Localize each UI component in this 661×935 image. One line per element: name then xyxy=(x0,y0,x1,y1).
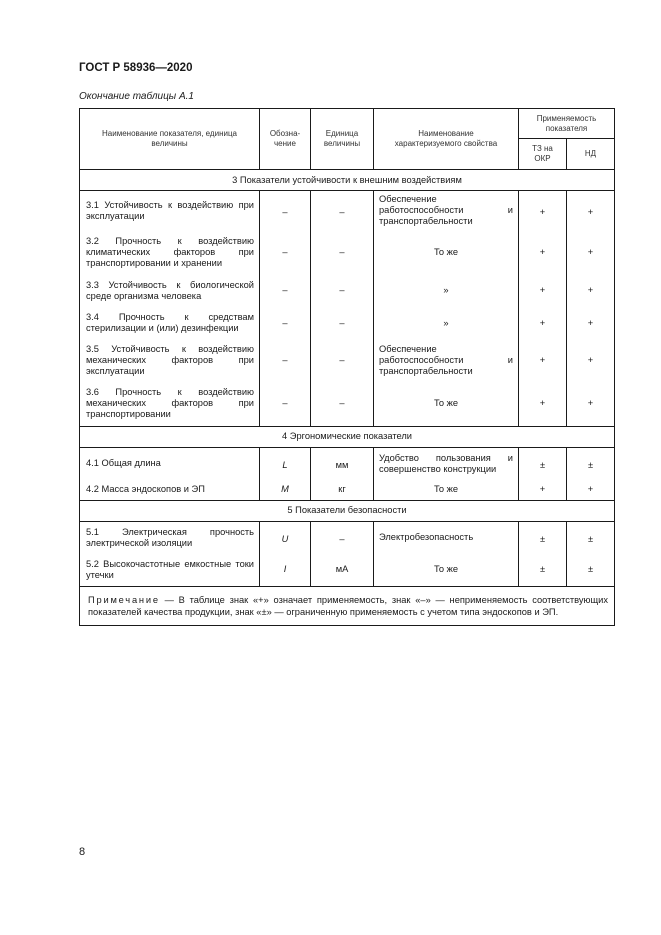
row-property: » xyxy=(374,307,519,339)
table-row xyxy=(80,307,615,339)
row-tz: + xyxy=(519,274,567,307)
row-tz: + xyxy=(519,191,567,231)
row-name: 3.5 Устойчивость к воздействию механических факторов при эксплуатации xyxy=(80,339,260,382)
table-row xyxy=(80,480,615,500)
row-nd: + xyxy=(567,480,615,500)
row-designation: – xyxy=(260,191,311,231)
row-unit: мА xyxy=(311,554,374,586)
row-property: Электробезопасность xyxy=(374,521,519,554)
document-header: ГОСТ Р 58936—2020 xyxy=(79,62,193,74)
row-unit: – xyxy=(311,274,374,307)
table-row xyxy=(80,382,615,426)
table-row xyxy=(80,521,615,554)
col-header-nd: НД xyxy=(567,139,615,170)
table-row xyxy=(80,191,615,231)
row-tz: + xyxy=(519,230,567,274)
row-name: 4.2 Масса эндоскопов и ЭП xyxy=(80,480,260,500)
col-header-designation: Обозна-чение xyxy=(260,109,311,170)
row-designation: U xyxy=(260,521,311,554)
row-tz: + xyxy=(519,382,567,426)
row-tz: ± xyxy=(519,554,567,586)
table-note xyxy=(80,586,615,625)
col-header-name: Наименование показателя, единица величины xyxy=(80,109,260,170)
row-nd: + xyxy=(567,339,615,382)
table-caption: Окончание таблицы А.1 xyxy=(79,91,194,102)
row-unit: – xyxy=(311,339,374,382)
table-row xyxy=(80,339,615,382)
row-name: 3.3 Устойчивость к биологической среде организма человека xyxy=(80,274,260,307)
row-name: 3.1 Устойчивость к воздействию при эксплуатации xyxy=(80,191,260,231)
note-label: Примечание xyxy=(88,594,160,605)
row-unit: – xyxy=(311,230,374,274)
section-title: 4 Эргономические показатели xyxy=(80,426,615,447)
row-name: 5.1 Электрическая прочность электрической изоляции xyxy=(80,521,260,554)
row-nd: + xyxy=(567,274,615,307)
row-property: То же xyxy=(374,554,519,586)
col-header-applicability: Применяемость показателя xyxy=(519,109,615,139)
row-nd: ± xyxy=(567,554,615,586)
table-row xyxy=(80,554,615,586)
row-designation: I xyxy=(260,554,311,586)
row-unit: – xyxy=(311,307,374,339)
section-title: 3 Показатели устойчивости к внешним воздействиям xyxy=(80,170,615,191)
row-property: То же xyxy=(374,230,519,274)
row-name: 5.2 Высокочастотные емкостные токи утечки xyxy=(80,554,260,586)
row-tz: ± xyxy=(519,521,567,554)
row-nd: ± xyxy=(567,447,615,480)
indicators-table xyxy=(79,108,615,626)
row-name: 3.2 Прочность к воздействию климатических факторов при транспортировании и хранении xyxy=(80,230,260,274)
col-header-unit: Единица величины xyxy=(311,109,374,170)
row-designation: – xyxy=(260,230,311,274)
row-nd: + xyxy=(567,230,615,274)
row-property: Удобство пользования и совершенство конструкции xyxy=(374,447,519,480)
row-tz: ± xyxy=(519,447,567,480)
row-designation: – xyxy=(260,339,311,382)
row-unit: кг xyxy=(311,480,374,500)
row-name: 3.6 Прочность к воздействию механических факторов при транспортировании xyxy=(80,382,260,426)
row-unit: – xyxy=(311,521,374,554)
row-designation: – xyxy=(260,307,311,339)
row-property: То же xyxy=(374,382,519,426)
row-unit: – xyxy=(311,382,374,426)
page-number: 8 xyxy=(79,846,86,858)
row-property: Обеспечение работоспособности и транспортабельности xyxy=(374,191,519,231)
row-designation: L xyxy=(260,447,311,480)
row-property: Обеспечение работоспособности и транспортабельности xyxy=(374,339,519,382)
row-designation: – xyxy=(260,382,311,426)
row-nd: ± xyxy=(567,521,615,554)
col-header-tz: ТЗ на ОКР xyxy=(519,139,567,170)
row-tz: + xyxy=(519,480,567,500)
row-property: То же xyxy=(374,480,519,500)
row-unit: мм xyxy=(311,447,374,480)
row-property: » xyxy=(374,274,519,307)
table-row xyxy=(80,230,615,274)
table-row xyxy=(80,447,615,480)
table-row xyxy=(80,274,615,307)
col-header-property: Наименование характеризуемого свойства xyxy=(374,109,519,170)
row-tz: + xyxy=(519,339,567,382)
note-text: — В таблице знак «+» означает применяемость, знак «–» — неприменяемость соответствующих показателей качества продукции, знак «±» — ограниченную применяемость с учетом типа эндоскопов и ЭП. xyxy=(88,594,608,617)
row-name: 3.4 Прочность к средствам стерилизации и (или) дезинфекции xyxy=(80,307,260,339)
row-unit: – xyxy=(311,191,374,231)
row-nd: + xyxy=(567,382,615,426)
row-designation: M xyxy=(260,480,311,500)
row-name: 4.1 Общая длина xyxy=(80,447,260,480)
row-nd: + xyxy=(567,307,615,339)
section-title: 5 Показатели безопасности xyxy=(80,500,615,521)
row-designation: – xyxy=(260,274,311,307)
row-tz: + xyxy=(519,307,567,339)
row-nd: + xyxy=(567,191,615,231)
